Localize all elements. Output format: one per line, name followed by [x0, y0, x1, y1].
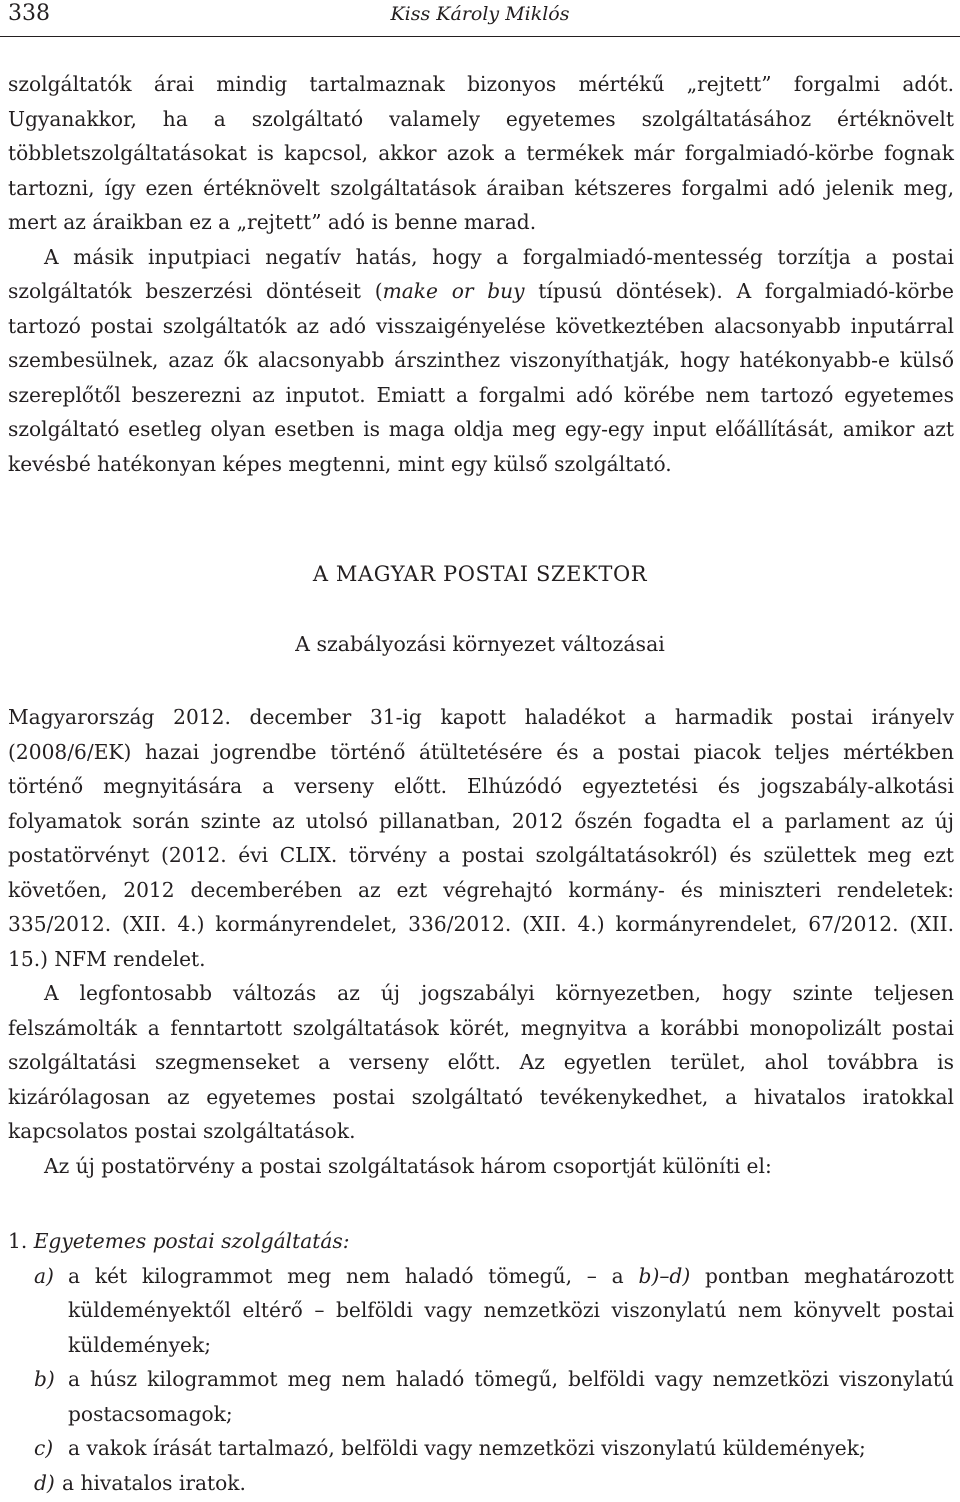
- page-header: [0, 0, 960, 37]
- body-text-bottom: [8, 700, 954, 1183]
- list-heading: [8, 1224, 954, 1259]
- list-item-c: [8, 1431, 954, 1466]
- body-text-top: [8, 67, 954, 481]
- list-marker: a): [34, 1263, 54, 1288]
- list-marker: b): [34, 1367, 55, 1391]
- list-item-a-part-1: a két kilogrammot meg nem haladó tömegű, – a: [68, 1263, 639, 1288]
- list-number: 1.: [8, 1229, 28, 1253]
- list-marker: d): [34, 1470, 55, 1495]
- paragraph-2: [8, 240, 954, 482]
- list-marker: c): [34, 1436, 54, 1460]
- service-list: [8, 1224, 954, 1500]
- section-title: A MAGYAR POSTAI SZEKTOR: [312, 562, 648, 586]
- list-item-d-text: a hivatalos iratok.: [62, 1470, 246, 1495]
- list-heading-text: Egyetemes postai szolgáltatás:: [33, 1229, 350, 1253]
- list-item-b-text: a húsz kilogrammot meg nem haladó tömegű, belföldi vagy nemzetközi viszonylatú postacsomagok;: [68, 1367, 954, 1426]
- paragraph-2-part-1: A másik inputpiaci negatív hatás, hogy a forgalmiadó-mentesség torzítja a postai szolgáltatók beszerzési döntéseit (: [8, 244, 954, 303]
- list-item-d: [8, 1466, 954, 1501]
- paragraph-3: Magyarország 2012. december 31-ig kapott haladékot a harmadik postai irányelv (2008/6/EK) hazai jogrendbe történő átültetésére és a postai piacok teljes mértékben történő megnyitására a verseny előtt. Elhúzódó egyeztetési és jogszabály-alkotási folyamatok során szinte az utolsó pillanatban, 2012 őszén fogadta el a parlament az új postatörvényt (2012. évi CLIX. törvény a postai szolgáltatásokról) és születtek meg ezt követően, 2012 decemberében az ezt végrehajtó kormány- és miniszteri rendeletek: 335/2012. (XII. 4.) kormányrendelet, 336/2012. (XII. 4.) kormányrendelet, 67/2012. (XII. 15.) NFM rendelet.: [8, 705, 954, 971]
- list-item-a: [8, 1259, 954, 1363]
- paragraph-1: szolgáltatók árai mindig tartalmaznak bizonyos mértékű „rejtett” forgalmi adót. Ugyanakkor, ha a szolgáltató valamely egyetemes szolgáltatásához értéknövelt többletszolgáltatásokat is kapcsol, akkor azok a termékek már forgalmiadó-körbe fognak tartozni, így ezen értéknövelt szolgáltatások áraiban kétszeres forgalmi adó jelenik meg, mert az áraikban ez a „rejtett” adó is benne marad.: [8, 72, 954, 234]
- running-head: Kiss Károly Miklós: [390, 3, 570, 25]
- paragraph-4: A legfontosabb változás az új jogszabályi környezetben, hogy szinte teljesen felszámolták a fenntartott szolgáltatások körét, megnyitva a korábbi monopolizált postai szolgáltatási szegmenseket a verseny előtt. Az egyetlen terület, ahol továbbra is kizárólagosan az egyetemes postai szolgáltató tevékenykedhet, a hivatalos iratokkal kapcsolatos postai szolgáltatások.: [8, 981, 954, 1143]
- list-item-b: [8, 1362, 954, 1431]
- list-item-a-part-2: pontban meghatározott küldeményektől eltérő – belföldi vagy nemzetközi viszonylatú nem könyvelt postai küldemények;: [68, 1263, 954, 1357]
- paragraph-5: Az új postatörvény a postai szolgáltatások három csoportját különíti el:: [44, 1153, 772, 1178]
- page-number: 338: [8, 1, 50, 26]
- section-subtitle: A szabályozási környezet változásai: [295, 632, 665, 656]
- paragraph-2-italic: make or buy: [382, 279, 525, 303]
- list-item-c-text: a vakok írását tartalmazó, belföldi vagy nemzetközi viszonylatú küldemények;: [68, 1436, 866, 1460]
- list-item-a-italic: b)–d): [638, 1263, 691, 1288]
- paragraph-2-part-2: típusú döntések). A forgalmiadó-körbe tartozó postai szolgáltatók az adó visszaigényelése következtében alacsonyabb inputárral szembesülnek, azaz ők alacsonyabb árszinthez viszonyíthatják, hogy hatékonyabb-e külső szereplőtől beszerezni az inputot. Emiatt a forgalmi adó körébe nem tartozó egyetemes szolgáltató esetleg olyan esetben is maga oldja meg egy-egy input előállítását, amikor azt kevésbé hatékonyan képes megtenni, mint egy külső szolgáltató.: [8, 279, 955, 476]
